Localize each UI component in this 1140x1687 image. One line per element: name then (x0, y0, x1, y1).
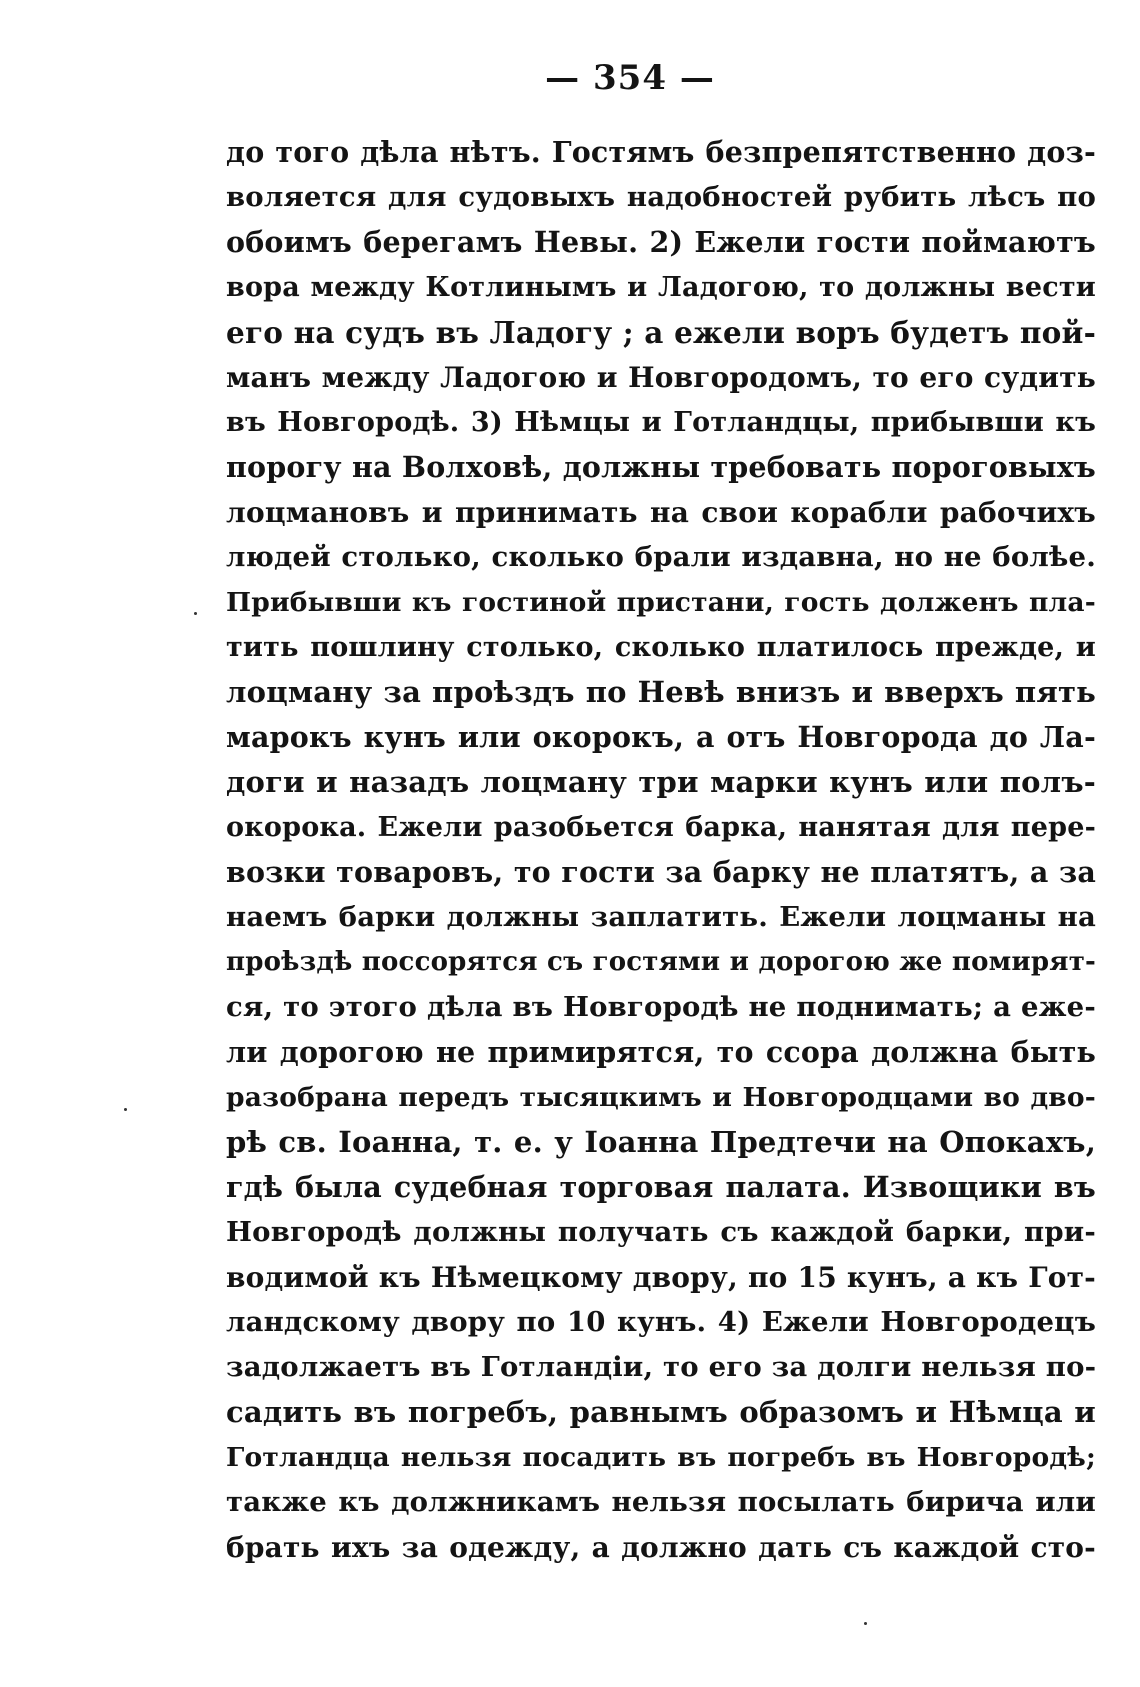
text-line: задолжаетъ въ Готландіи, то его за долги нельзя по- (226, 1351, 1097, 1383)
page-number-text: — 354 — (545, 58, 715, 98)
text-line: садить въ погребъ, равнымъ образомъ и Нѣмца и (226, 1395, 1096, 1429)
body-text (226, 130, 1096, 1570)
text-line: ландскому двору по 10 кунъ. 4) Ежели Новгородецъ (226, 1306, 1096, 1338)
text-line: разобрана передъ тысяцкимъ и Новгородцами во дво- (226, 1082, 1096, 1113)
text-line: тить пошлину столько, сколько платилось прежде, и (226, 632, 1096, 663)
text-line: воляется для судовыхъ надобностей рубить лѣсъ по (226, 181, 1096, 213)
scan-speck (124, 1108, 127, 1111)
text-line: Прибывши къ гостиной пристани, гость долженъ пла- (226, 587, 1096, 618)
page-number (0, 58, 1140, 98)
text-line: возки товаровъ, то гости за барку не платятъ, а за (226, 855, 1096, 889)
text-line: обоимъ берегамъ Невы. 2) Ежели гости поймаютъ (226, 225, 1096, 259)
text-line: порогу на Волховѣ, должны требовать пороговыхъ (226, 450, 1096, 484)
text-line: манъ между Ладогою и Новгородомъ, то его судить (226, 361, 1096, 394)
text-line: въ Новгородѣ. 3) Нѣмцы и Готландцы, прибывши къ (226, 407, 1096, 438)
text-line: до того дѣла нѣтъ. Гостямъ безпрепятственно доз- (226, 135, 1096, 169)
text-line: проѣздѣ поссорятся съ гостями и дорогою же помирят- (226, 947, 1096, 977)
scan-speck (194, 612, 197, 615)
text-line: окорока. Ежели разобьется барка, нанятая для пере- (226, 812, 1096, 843)
text-line: брать ихъ за одежду, а должно дать съ каждой сто- (226, 1531, 1096, 1564)
text-line: наемъ барки должны заплатить. Ежели лоцманы на (226, 901, 1096, 933)
text-line: его на судъ въ Ладогу ; а ежели воръ будетъ пой- (226, 315, 1097, 350)
text-line: Новгородѣ должны получать съ каждой барки, при- (226, 1216, 1096, 1248)
scan-speck (864, 1622, 867, 1625)
text-line: ся, то этого дѣла въ Новгородѣ не поднимать; а еже- (226, 991, 1096, 1023)
text-line: марокъ кунъ или окорокъ, а отъ Новгорода до Ла- (226, 720, 1096, 754)
text-line: Готландца нельзя посадить въ погребъ въ Новгородѣ; (226, 1442, 1096, 1473)
text-line: ли дорогою не примирятся, то ссора должна быть (226, 1035, 1096, 1069)
text-line: вора между Котлинымъ и Ладогою, то должны вести (226, 272, 1096, 303)
text-line: гдѣ была судебная торговая палата. Извощики въ (226, 1170, 1096, 1204)
text-line: водимой къ Нѣмецкому двору, по 15 кунъ, а къ Гот- (226, 1261, 1096, 1294)
text-line: рѣ св. Іоанна, т. е. у Іоанна Предтечи на Опокахъ, (226, 1125, 1096, 1159)
text-line: также къ должникамъ нельзя посылать бирича или (226, 1486, 1096, 1518)
text-line: доги и назадъ лоцману три марки кунъ или полъ- (226, 765, 1096, 799)
text-line: лоцмановъ и принимать на свои корабли рабочихъ (226, 496, 1096, 529)
text-line: лоцману за проѣздъ по Невѣ внизъ и вверхъ пять (226, 675, 1096, 709)
text-line: людей столько, сколько брали издавна, но не болѣе. (226, 541, 1096, 573)
